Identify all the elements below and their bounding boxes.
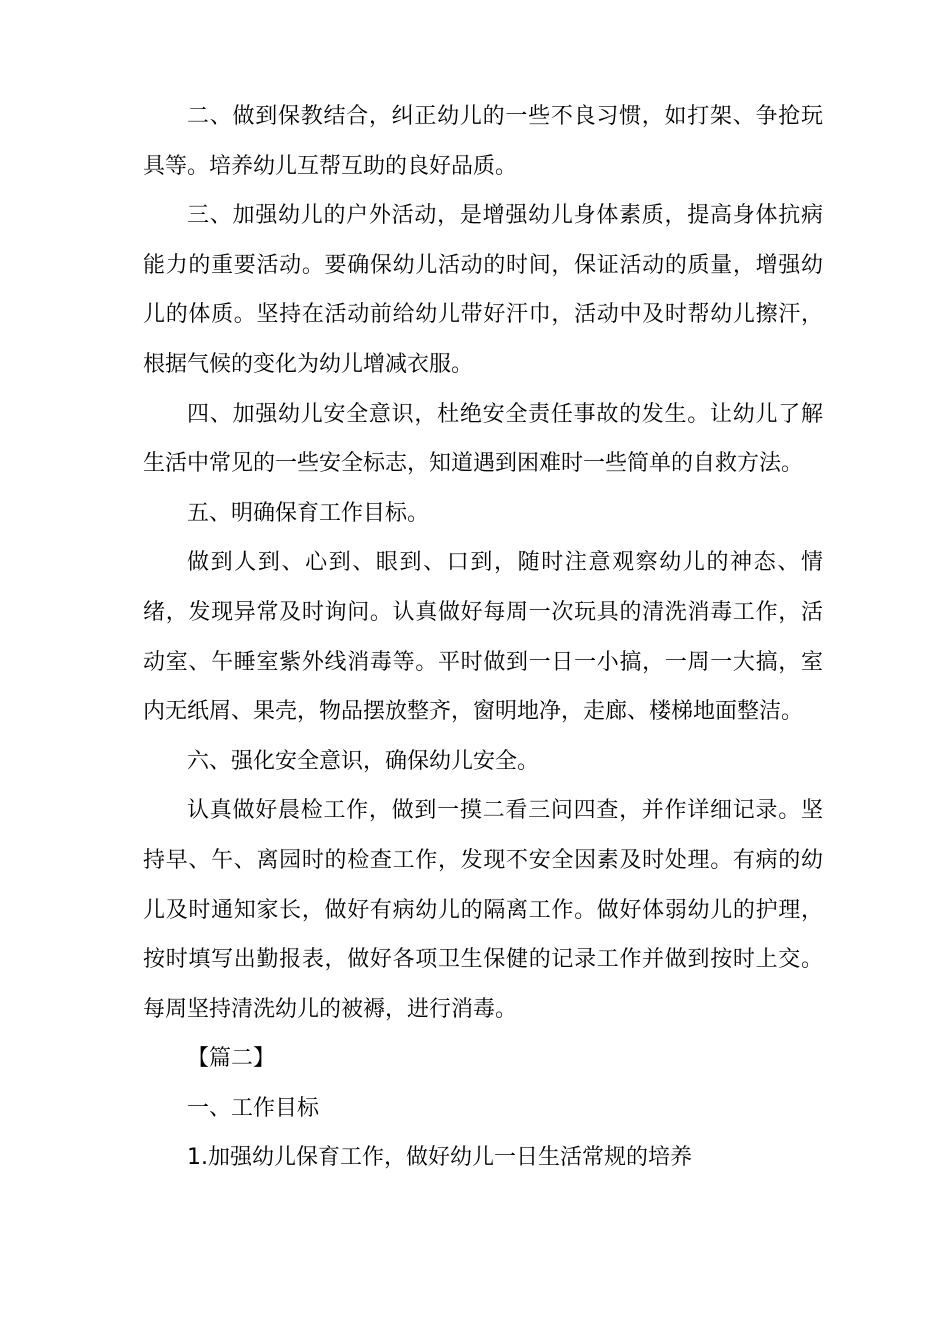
paragraph-safety-heading: 六、强化安全意识，确保幼儿安全。 [187,748,540,774]
section-heading-part-two: 【篇二】 [187,1046,276,1072]
document-body [143,92,823,1183]
paragraph-goal-item-1: 1.加强幼儿保育工作，做好幼儿一日生活常规的培养 [187,1145,692,1171]
paragraph-care-goals-detail: 做到人到、心到、眼到、口到，随时注意观察幼儿的神态、情绪，发现异常及时询问。认真做好每周一次玩具的清洗消毒工作，活动室、午睡室紫外线消毒等。平时做到一日一小搞，一周一大搞，室内无纸屑、果壳，物品摆放整齐，窗明地净，走廊、楼梯地面整洁。 [143,550,823,725]
paragraph-outdoor-activities: 三、加强幼儿的户外活动，是增强幼儿身体素质，提高身体抗病能力的重要活动。要确保幼儿活动的时间，保证活动的质量，增强幼儿的体质。坚持在活动前给幼儿带好汗巾，活动中及时帮幼儿擦汗，根据气候的变化为幼儿增减衣服。 [143,203,823,377]
paragraph-morning-check: 认真做好晨检工作，做到一摸二看三问四查，并作详细记录。坚持早、午、离园时的检查工作，发现不安全因素及时处理。有病的幼儿及时通知家长，做好有病幼儿的隔离工作。做好体弱幼儿的护理，按时填写出勤报表，做好各项卫生保健的记录工作并做到按时上交。每周坚持清洗幼儿的被褥，进行消毒。 [143,798,823,1022]
paragraph-habits: 二、做到保教结合，纠正幼儿的一些不良习惯，如打架、争抢玩具等。培养幼儿互帮互助的良好品质。 [143,104,823,179]
paragraph-work-goals-heading: 一、工作目标 [187,1095,320,1121]
paragraph-safety-awareness: 四、加强幼儿安全意识，杜绝安全责任事故的发生。让幼儿了解生活中常见的一些安全标志，知道遇到困难时一些简单的自救方法。 [143,401,823,477]
paragraph-care-goals-heading: 五、明确保育工作目标。 [187,500,430,526]
